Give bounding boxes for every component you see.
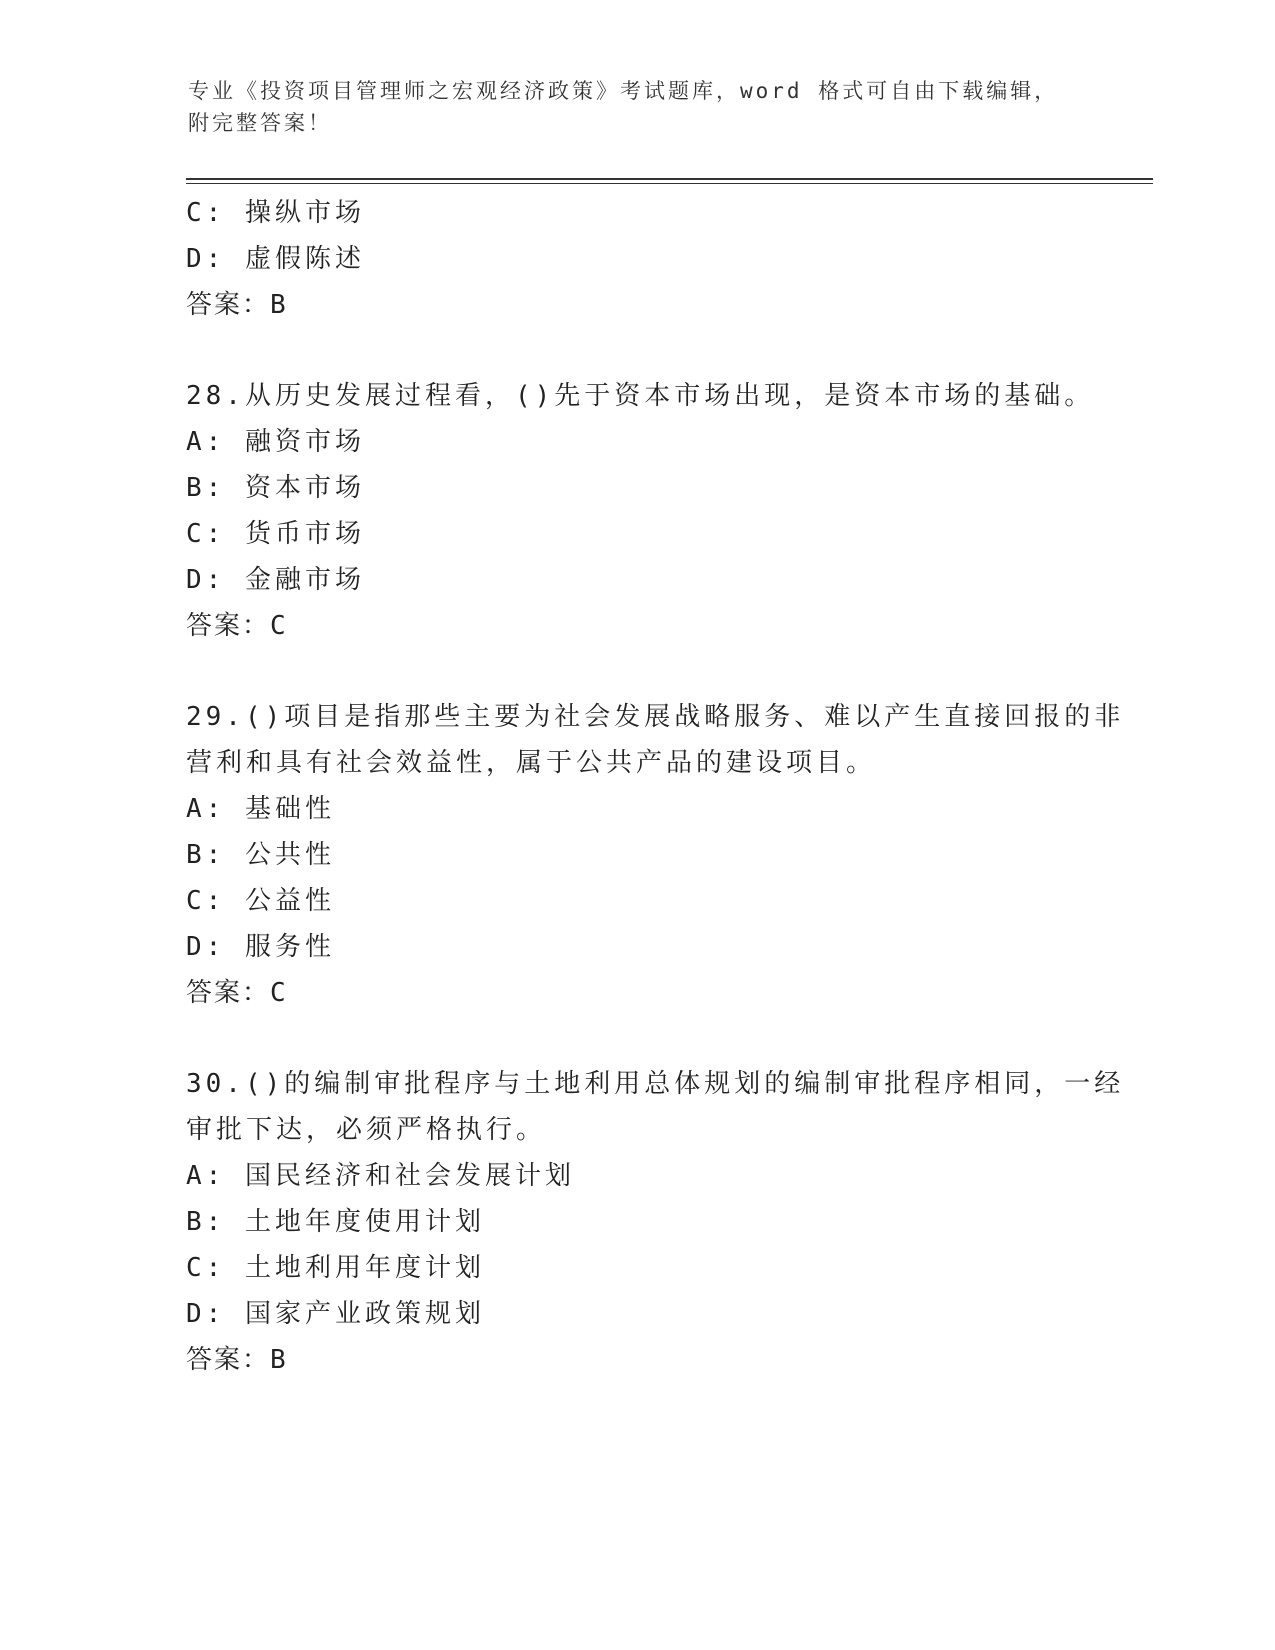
- question-29: [186, 694, 1125, 1016]
- header-divider-thin: [186, 183, 1153, 184]
- answer-line: 答案：C: [186, 611, 290, 641]
- answer-line: 答案：B: [186, 290, 290, 320]
- option-a: A: 融资市场: [186, 427, 365, 457]
- question-stem-line-1: 30.()的编制审批程序与土地利用总体规划的编制审批程序相同，一经: [186, 1069, 1125, 1099]
- option-c: C: 土地利用年度计划: [186, 1253, 485, 1283]
- option-c: C: 操纵市场: [186, 198, 365, 228]
- option-c: C: 货币市场: [186, 519, 365, 549]
- option-d: D: 服务性: [186, 932, 335, 962]
- option-d: D: 国家产业政策规划: [186, 1299, 485, 1329]
- option-a: A: 国民经济和社会发展计划: [186, 1161, 575, 1191]
- option-b: B: 公共性: [186, 840, 335, 870]
- question-stem-line-2: 营利和具有社会效益性，属于公共产品的建设项目。: [186, 748, 877, 778]
- option-b: B: 土地年度使用计划: [186, 1207, 485, 1237]
- option-d: D: 虚假陈述: [186, 244, 365, 274]
- option-d: D: 金融市场: [186, 565, 365, 595]
- answer-line: 答案：C: [186, 978, 290, 1008]
- option-c: C: 公益性: [186, 886, 335, 916]
- document-header-note: 专业《投资项目管理师之宏观经济政策》考试题库，word 格式可自由下载编辑，附完整答案！: [188, 79, 1059, 135]
- question-list: [186, 190, 1125, 1383]
- question-27-tail: [186, 190, 1086, 328]
- question-30: [186, 1061, 1125, 1383]
- option-a: A: 基础性: [186, 794, 335, 824]
- question-stem-line-1: 29.()项目是指那些主要为社会发展战略服务、难以产生直接回报的非: [186, 702, 1125, 732]
- answer-line: 答案：B: [186, 1345, 290, 1375]
- question-stem-line-2: 审批下达，必须严格执行。: [186, 1115, 547, 1145]
- header-divider-thick: [186, 178, 1153, 180]
- option-b: B: 资本市场: [186, 473, 365, 503]
- question-28: [186, 373, 1095, 649]
- question-stem: 28.从历史发展过程看，()先于资本市场出现，是资本市场的基础。: [186, 381, 1095, 411]
